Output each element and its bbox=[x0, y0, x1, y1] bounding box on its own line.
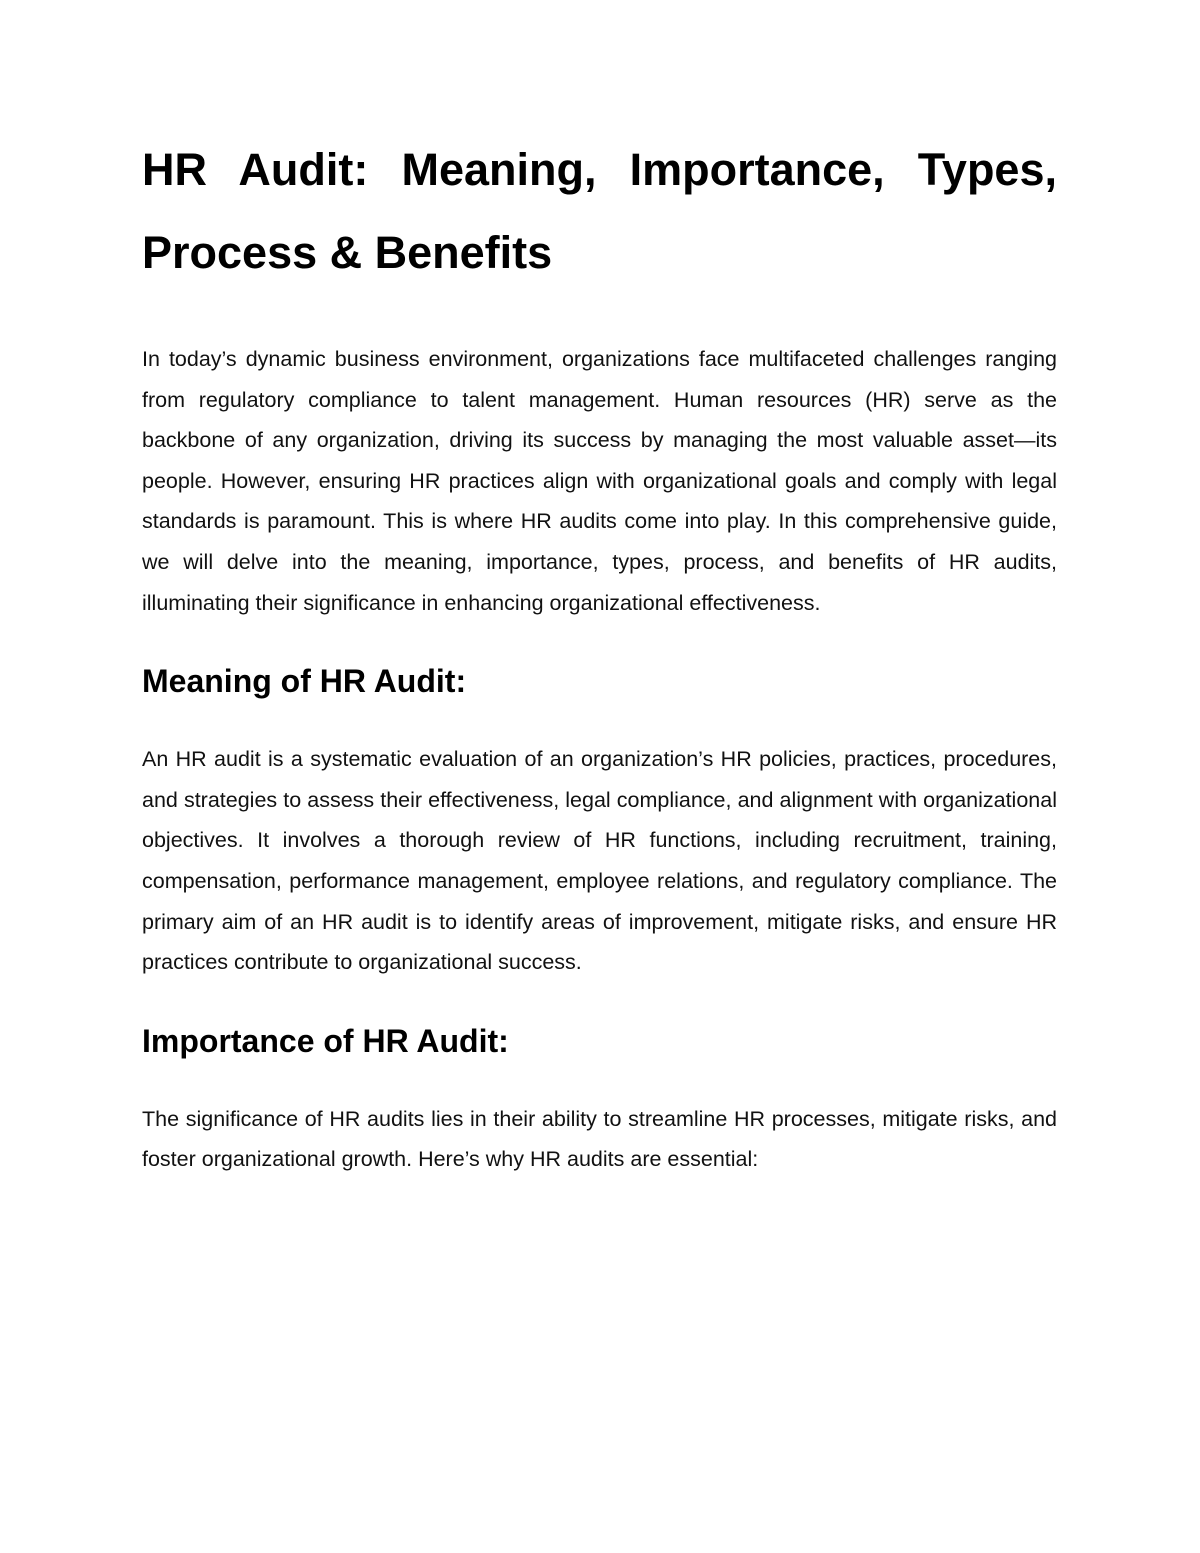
section-heading-meaning: Meaning of HR Audit: bbox=[142, 663, 467, 700]
intro-paragraph: In today’s dynamic business environment, organizations face multifaceted challenges ranging from regulatory compliance to talent management. Human resources (HR) serve as the backbone of any organization, driving its success by managing the most valuable asset—its people. However, ensuring HR practices align with organizational goals and comply with legal standards is paramount. This is where HR audits come into play. In this comprehensive guide, we will delve into the meaning, importance, types, process, and benefits of HR audits, illuminating their significance in enhancing organizational effectiveness. bbox=[142, 347, 1057, 615]
section-paragraph-importance: The significance of HR audits lies in their ability to streamline HR processes, mitigate risks, and foster organizational growth. Here’s why HR audits are essential: bbox=[142, 1106, 1057, 1172]
page-title: HR Audit: Meaning, Importance, Types, Process & Benefits bbox=[142, 144, 1057, 278]
document-content bbox=[142, 128, 1057, 1180]
section-paragraph-meaning: An HR audit is a systematic evaluation of an organization’s HR policies, practices, procedures, and strategies to assess their effectiveness, legal compliance, and alignment with organizational objectives. It involves a thorough review of HR functions, including recruitment, training, compensation, performance management, employee relations, and regulatory compliance. The primary aim of an HR audit is to identify areas of improvement, mitigate risks, and ensure HR practices contribute to organizational success. bbox=[142, 747, 1057, 975]
section-heading-importance: Importance of HR Audit: bbox=[142, 1022, 509, 1059]
